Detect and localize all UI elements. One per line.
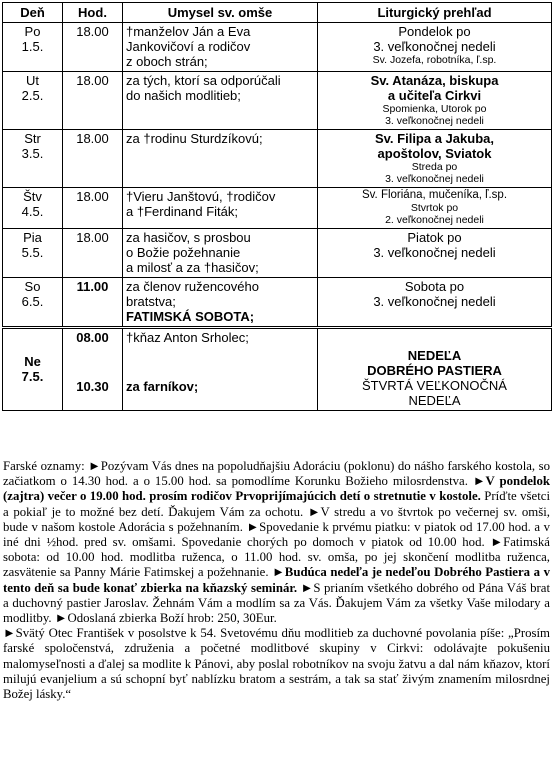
liturgy-line: ŠTVRTÁ VEĽKONOČNÁ: [362, 378, 507, 393]
day-date: 6.5.: [21, 294, 44, 309]
announcement-bold-text: ►V pondelok (zajtra) večer o 19.00 hod. prosím rodičov Prvoprijímajúcich detí o stretnutie v kostole.: [3, 474, 550, 504]
time-cell: [63, 328, 123, 411]
liturgy-cell: [318, 72, 552, 130]
liturgy-cell: [318, 328, 552, 411]
day-date: 4.5.: [21, 204, 44, 219]
header-day: Deň: [3, 3, 63, 23]
day-cell: [3, 278, 63, 328]
table-row: [3, 328, 552, 411]
feast-title: Sv. Floriána, mučeníka, ľ.sp.: [361, 189, 508, 201]
day-name: Ut: [26, 73, 39, 88]
day-date: 1.5.: [21, 39, 44, 54]
time-cell: [63, 278, 123, 328]
liturgy-note: 3. veľkonočnej nedeli: [385, 173, 484, 185]
intention-cell: [123, 130, 318, 188]
announcement-text: Príďte všetci a pokiaľ je to možné bez detí. Ďakujem Vám za ochotu. ►V stredu a vo štvrtok po večernej sv. omši, bude v našom kostole Adorácia s požehnaním. ►Spovedanie k prvému piatku: v piatok od 17.00 hod. a v iné dni ½hod. pred sv. omšami. Spovedanie chorých po domoch v piatok od 10.00 hod. ►Fatimská sobota: od 10.00 hod. modlitba ruženca, o 11.00 hod. sv. omša, po jej skončení modlitba ruženca, zasvätenie sa Panny Márie Fatimskej a požehnanie.: [3, 489, 550, 580]
header-time: Hod.: [63, 3, 123, 23]
day-cell: [3, 188, 63, 229]
feast-title: NEDEĽA: [407, 348, 462, 363]
liturgy-note: 3. veľkonočnej nedeli: [385, 115, 484, 127]
feast-title: a učiteľa Cirkvi: [387, 88, 482, 103]
day-date: 7.5.: [21, 369, 44, 384]
mass-time: 18.00: [76, 189, 109, 204]
feast-title: Sv. Atanáza, biskupa: [370, 73, 499, 88]
day-cell: [3, 130, 63, 188]
intention-line: za členov ružencového: [126, 279, 259, 294]
parish-announcements: [3, 459, 550, 702]
intention-line: do našich modlitieb;: [126, 88, 241, 103]
feast-title: DOBRÉHO PASTIERA: [367, 363, 502, 378]
table-row: [3, 278, 552, 328]
intention-line: za hasičov, s prosbou: [126, 230, 251, 245]
intention-cell: [123, 229, 318, 278]
day-name: Ne: [24, 354, 41, 369]
mass-time: 18.00: [76, 73, 109, 88]
table-row: [3, 229, 552, 278]
table-row: [3, 23, 552, 72]
fatima-saturday-label: FATIMSKÁ SOBOTA;: [126, 309, 255, 324]
announcement-bold-text: ►Budúca nedeľa je nedeľou Dobrého Pastiera a v tento deň sa bude konať zbierka na kňazský seminár.: [3, 565, 550, 595]
liturgy-cell: [318, 188, 552, 229]
intention-line: za farníkov;: [126, 379, 199, 394]
liturgy-cell: [318, 229, 552, 278]
intention-line: z oboch strán;: [126, 54, 208, 69]
table-row: [3, 188, 552, 229]
announcements-paragraph: [3, 459, 550, 626]
table-header-row: [3, 3, 552, 23]
header-liturgy: Liturgický prehľad: [318, 3, 552, 23]
intention-line: bratstva;: [126, 294, 176, 309]
day-name: Štv: [23, 189, 42, 204]
day-name: So: [24, 279, 41, 294]
day-cell: [3, 23, 63, 72]
liturgy-line: 3. veľkonočnej nedeli: [373, 245, 496, 260]
intention-line: †manželov Ján a Eva: [126, 24, 251, 39]
liturgy-note: Spomienka, Utorok po: [382, 103, 487, 115]
mass-time: 08.00: [76, 330, 109, 345]
intention-cell: [123, 23, 318, 72]
liturgy-line: NEDEĽA: [408, 393, 461, 408]
day-name: Pia: [23, 230, 42, 245]
day-date: 5.5.: [21, 245, 44, 260]
day-cell: [3, 229, 63, 278]
liturgy-line: Pondelok po: [398, 24, 471, 39]
feast-title: apoštolov, Sviatok: [377, 146, 492, 161]
liturgy-cell: [318, 130, 552, 188]
announcement-text: ►S prianím všetkého dobrého od Pána Váš brat a duchovný pastier Jaroslav. Žehnám Vám a modlím sa za Vás. Ďakujem Vám za všetky Vaše milodary a modlitby. ►Odoslaná zbierka Boží hrob: 250, 30Eur.: [3, 580, 551, 626]
day-cell: [3, 72, 63, 130]
liturgy-line: 3. veľkonočnej nedeli: [373, 294, 496, 309]
liturgy-line: Piatok po: [407, 230, 462, 245]
time-cell: [63, 229, 123, 278]
intention-cell: [123, 278, 318, 328]
time-cell: [63, 72, 123, 130]
liturgy-note: Stvrtok po: [410, 202, 459, 214]
announcement-text: Farské oznamy: ►Pozývam Vás dnes na popoludňajšiu Adoráciu (poklonu) do nášho farského kostola, so začiatkom o 14.30 hod. a o 15.00 hod. sa pomodlíme Korunku Božieho milosrdenstva.: [3, 459, 550, 489]
feast-title: Sv. Filipa a Jakuba,: [375, 131, 494, 146]
intention-line: o Božie požehnanie: [126, 245, 241, 260]
time-cell: [63, 188, 123, 229]
mass-time: 11.00: [76, 279, 109, 294]
mass-time: 18.00: [76, 24, 109, 39]
mass-time: 10.30: [76, 379, 109, 394]
liturgy-line: 3. veľkonočnej nedeli: [373, 39, 496, 54]
header-intention: Umysel sv. omše: [123, 3, 318, 23]
intention-line: †kňaz Anton Srholec;: [126, 330, 249, 345]
intention-cell: [123, 328, 318, 411]
liturgy-cell: [318, 278, 552, 328]
intention-line: a †Ferdinand Fiták;: [126, 204, 239, 219]
table-row: [3, 72, 552, 130]
intention-line: Jankovičoví a rodičov: [126, 39, 251, 54]
liturgy-note: 2. veľkonočnej nedeli: [385, 214, 484, 226]
time-cell: [63, 23, 123, 72]
intention-cell: [123, 188, 318, 229]
liturgy-line: Sobota po: [404, 279, 465, 294]
intention-line: za tých, ktorí sa odporúčali: [126, 73, 281, 88]
mass-time: 18.00: [76, 131, 109, 146]
day-date: 2.5.: [21, 88, 44, 103]
time-cell: [63, 130, 123, 188]
day-cell: [3, 328, 63, 411]
intention-cell: [123, 72, 318, 130]
mass-time: 18.00: [76, 230, 109, 245]
liturgy-note: Streda po: [411, 161, 458, 173]
day-date: 3.5.: [21, 146, 44, 161]
intention-line: †Vieru Janštovú, †rodičov: [126, 189, 276, 204]
pope-message-paragraph: ►Svätý Otec František v posolstve k 54. Svetovému dňu modlitieb za duchovné povolania píše: „Prosím farské spoločenstvá, združenia a početné modlitbové skupiny v Cirkvi: odolávajte pokušeniu malomyseľnosti a ďalej sa modlite k Pánovi, aby poslal robotníkov na svoju žatvu a dal nám kňazov, ktorí milujú evanjelium a sú schopní byť nablízku bratom a sestrám, a tak sa stať živým znamením milosrdnej Božej lásky.“: [3, 626, 550, 702]
liturgy-note: Sv. Jozefa, robotníka, ľ.sp.: [372, 54, 497, 66]
mass-schedule-table: [2, 2, 552, 411]
table-row: [3, 130, 552, 188]
intention-line: a milosť a za †hasičov;: [126, 260, 259, 275]
intention-line: za †rodinu Sturdzíkovú;: [126, 131, 263, 146]
liturgy-cell: [318, 23, 552, 72]
day-name: Str: [24, 131, 41, 146]
day-name: Po: [24, 24, 41, 39]
